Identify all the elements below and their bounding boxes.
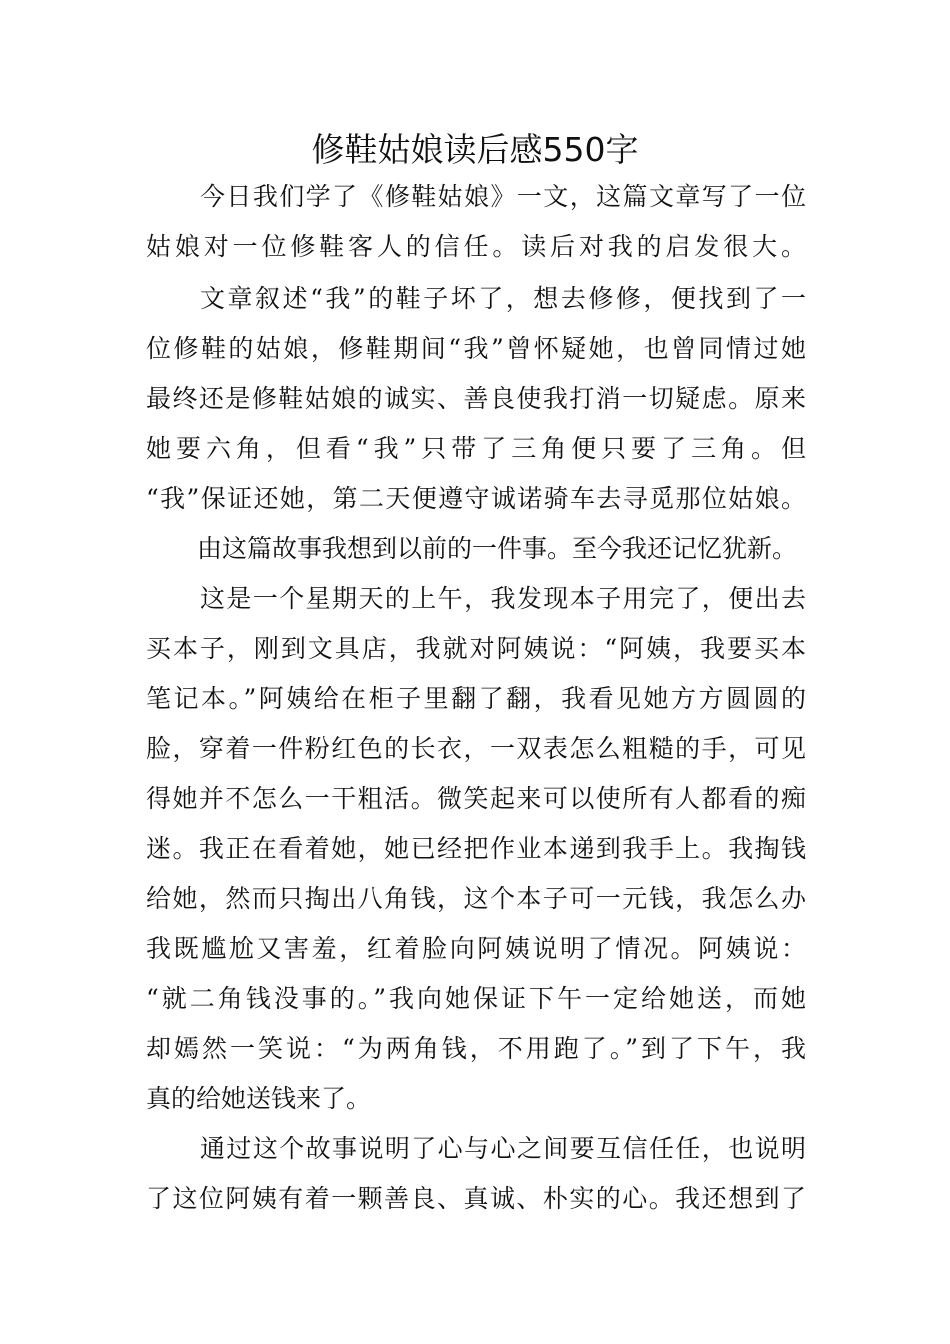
text-line-7: “我”保证还她，第二天便遵守诚诺骑车去寻觅那位姑娘。 xyxy=(146,484,806,513)
text-line-8: 由这篇故事我想到以前的一件事。至今我还记忆犹新。 xyxy=(197,534,798,563)
text-line-11: 笔记本。”阿姨给在柜子里翻了翻，我看见她方方圆圆的 xyxy=(146,684,806,713)
document-title: 修鞋姑娘读后感550字 xyxy=(311,130,639,169)
text-line-13: 得她并不怎么一干粗活。微笑起来可以使所有人都看的痴 xyxy=(146,784,806,813)
text-line-3: 文章叙述“我”的鞋子坏了，想去修修，便找到了一 xyxy=(200,284,806,313)
text-line-1: 今日我们学了《修鞋姑娘》一文，这篇文章写了一位 xyxy=(200,182,806,211)
text-line-4: 位修鞋的姑娘，修鞋期间“我”曾怀疑她，也曾同情过她 xyxy=(146,334,806,363)
text-line-20: 通过这个故事说明了心与心之间要互信任任，也说明 xyxy=(200,1134,806,1163)
text-line-18: 却嫣然一笑说：“为两角钱，不用跑了。”到了下午，我 xyxy=(146,1034,806,1063)
text-line-5: 最终还是修鞋姑娘的诚实、善良使我打消一切疑虑。原来 xyxy=(146,384,806,413)
text-line-9: 这是一个星期天的上午，我发现本子用完了，便出去 xyxy=(200,584,806,613)
text-line-19: 真的给她送钱来了。 xyxy=(146,1084,372,1113)
text-line-14: 迷。我正在看着她，她已经把作业本递到我手上。我掏钱 xyxy=(146,834,806,863)
text-line-10: 买本子，刚到文具店，我就对阿姨说：“阿姨，我要买本 xyxy=(146,634,806,663)
text-line-16: 我既尴尬又害羞，红着脸向阿姨说明了情况。阿姨说： xyxy=(146,934,806,963)
text-line-2: 姑娘对一位修鞋客人的信任。读后对我的启发很大。 xyxy=(146,232,806,261)
text-line-21: 了这位阿姨有着一颗善良、真诚、朴实的心。我还想到了 xyxy=(146,1184,806,1213)
text-line-15: 给她，然而只掏出八角钱，这个本子可一元钱，我怎么办 xyxy=(146,884,806,913)
text-line-6: 她要六角，但看“我”只带了三角便只要了三角。但 xyxy=(146,434,806,463)
text-line-12: 脸，穿着一件粉红色的长衣，一双表怎么粗糙的手，可见 xyxy=(146,734,806,763)
text-line-17: “就二角钱没事的。”我向她保证下午一定给她送，而她 xyxy=(146,984,806,1013)
